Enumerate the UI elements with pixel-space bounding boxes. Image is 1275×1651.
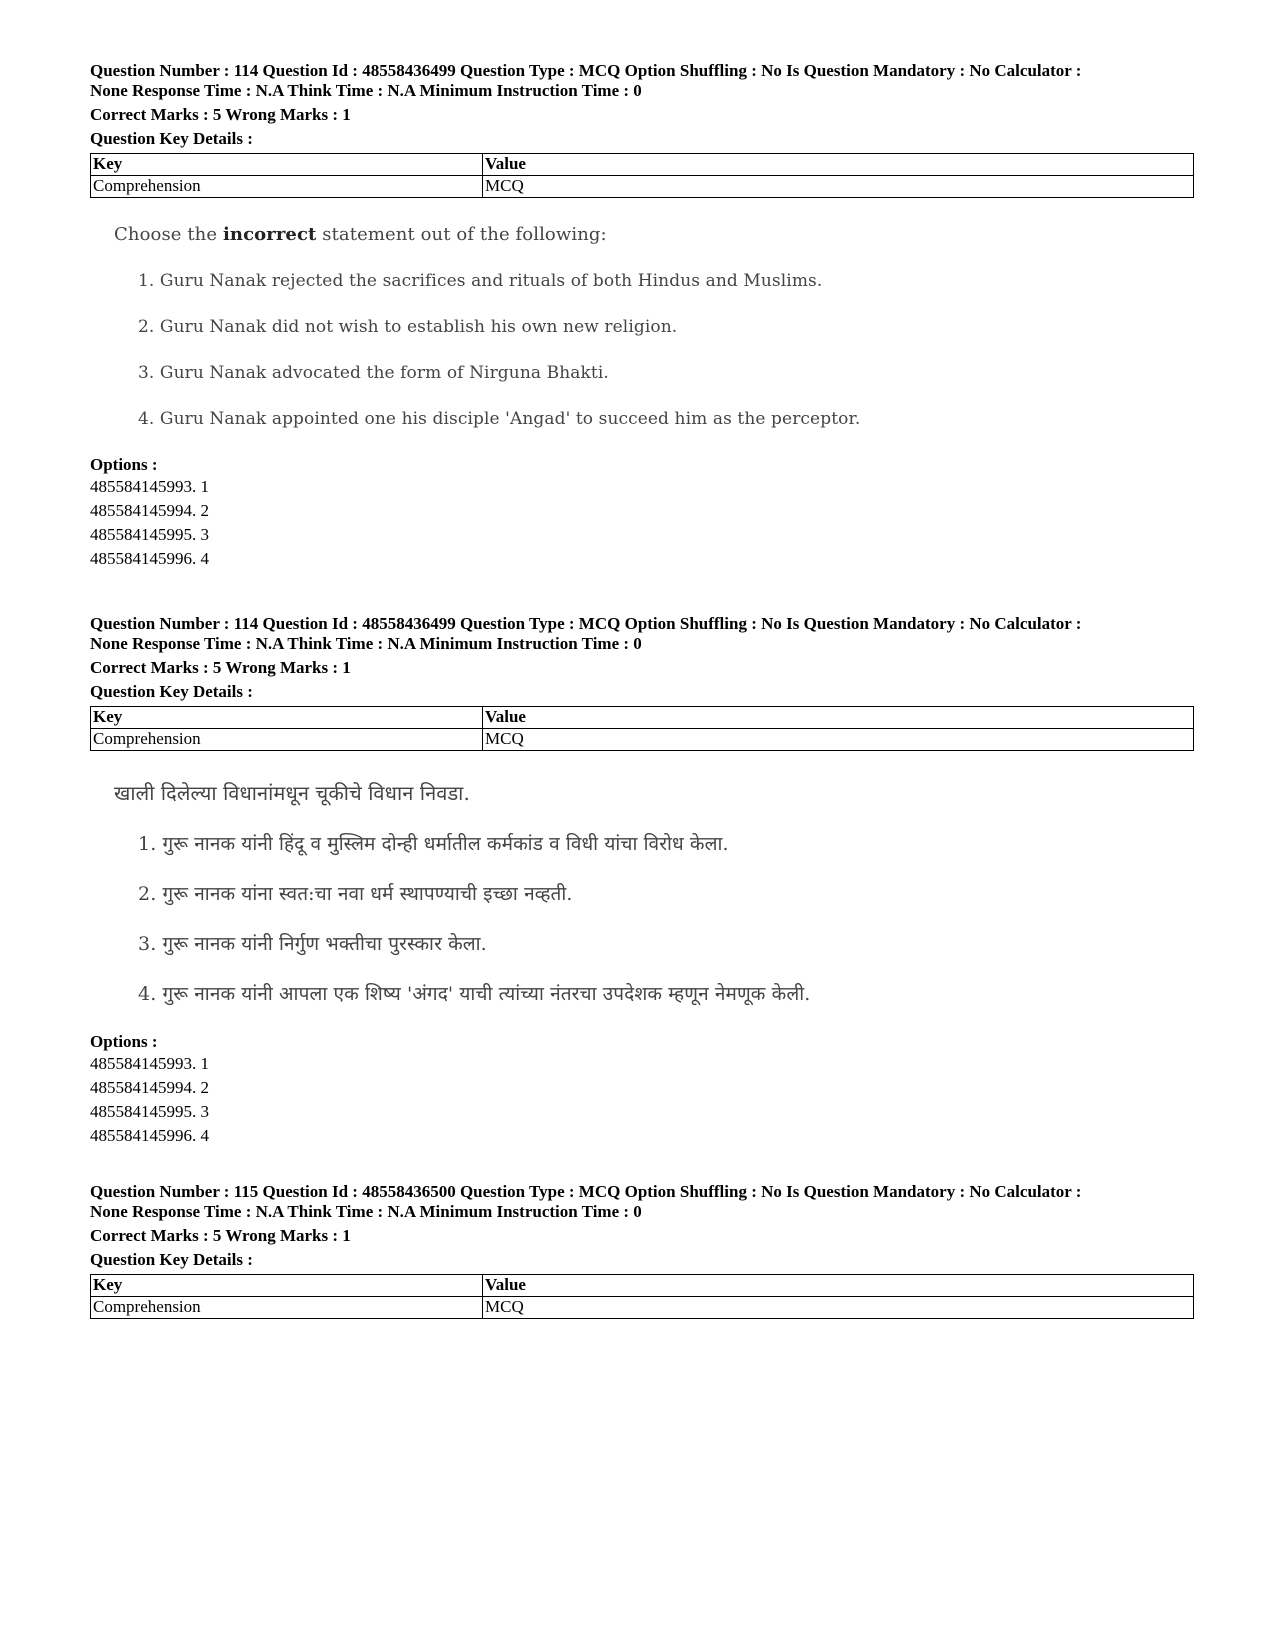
statement-2: 2. गुरू नानक यांना स्वत:चा नवा धर्म स्थापण्याची इच्छा नव्हती. [138,883,573,905]
statement-3: 3. गुरू नानक यांनी निर्गुण भक्तीचा पुरस्कार केला. [138,933,487,955]
table-header-key: Key [91,707,483,729]
table-cell-value: MCQ [483,176,1194,198]
option-item: 485584145996. 4 [90,1126,209,1145]
question-meta-line-2: None Response Time : N.A Think Time : N.A Minimum Instruction Time : 0 [90,1202,642,1221]
table-cell-key: Comprehension [91,729,483,751]
table-header-value: Value [483,154,1194,176]
table-cell-key: Comprehension [91,176,483,198]
option-item: 485584145994. 2 [90,501,209,520]
table-cell-value: MCQ [483,729,1194,751]
option-item: 485584145996. 4 [90,549,209,568]
question-image-marathi [114,779,1192,1006]
marks-line: Correct Marks : 5 Wrong Marks : 1 [90,1226,351,1245]
option-item: 485584145993. 1 [90,1054,209,1073]
statement-4: 4. गुरू नानक यांनी आपला एक शिष्य 'अंगद' याची त्यांच्या नंतरचा उपदेशक म्हणून नेमणूक केली. [138,983,811,1005]
key-details-table [90,1274,1194,1319]
statement-2: 2. Guru Nanak did not wish to establish his own new religion. [138,317,678,337]
statement-4: 4. Guru Nanak appointed one his disciple 'Angad' to succeed him as the perceptor. [138,409,861,429]
table-header-key: Key [91,1275,483,1297]
table-row [91,176,1194,198]
key-details-table [90,706,1194,751]
question-block-2 [90,614,1192,1148]
question-meta-line-2: None Response Time : N.A Think Time : N.A Minimum Instruction Time : 0 [90,81,642,100]
key-details-label: Question Key Details : [90,682,253,701]
statement-1: 1. Guru Nanak rejected the sacrifices and rituals of both Hindus and Muslims. [138,271,823,291]
question-stem: Choose the incorrect statement out of the following: [114,224,607,245]
table-header-row [91,707,1194,729]
marks-line: Correct Marks : 5 Wrong Marks : 1 [90,658,351,677]
table-cell-key: Comprehension [91,1297,483,1319]
question-meta-line-1: Question Number : 115 Question Id : 48558436500 Question Type : MCQ Option Shuffling : No Is Question Mandatory : No Calculator : [90,1182,1082,1201]
table-header-row [91,154,1194,176]
key-details-label: Question Key Details : [90,129,253,148]
table-cell-value: MCQ [483,1297,1194,1319]
question-meta-line-1: Question Number : 114 Question Id : 48558436499 Question Type : MCQ Option Shuffling : No Is Question Mandatory : No Calculator : [90,61,1082,80]
table-header-row [91,1275,1194,1297]
table-row [91,1297,1194,1319]
key-details-label: Question Key Details : [90,1250,253,1269]
key-details-table [90,153,1194,198]
question-block-1 [90,61,1192,571]
option-item: 485584145995. 3 [90,525,209,544]
question-image-english [114,224,1192,429]
marks-line: Correct Marks : 5 Wrong Marks : 1 [90,105,351,124]
table-header-value: Value [483,1275,1194,1297]
question-meta-line-2: None Response Time : N.A Think Time : N.A Minimum Instruction Time : 0 [90,634,642,653]
option-item: 485584145993. 1 [90,477,209,496]
table-row [91,729,1194,751]
statement-3: 3. Guru Nanak advocated the form of Nirguna Bhakti. [138,363,609,383]
table-header-value: Value [483,707,1194,729]
question-meta-line-1: Question Number : 114 Question Id : 48558436499 Question Type : MCQ Option Shuffling : No Is Question Mandatory : No Calculator : [90,614,1082,633]
question-stem: खाली दिलेल्या विधानांमधून चूकीचे विधान निवडा. [114,781,470,805]
option-item: 485584145995. 3 [90,1102,209,1121]
options-label: Options : [90,1032,158,1051]
question-block-3 [90,1182,1192,1319]
table-header-key: Key [91,154,483,176]
option-item: 485584145994. 2 [90,1078,209,1097]
statement-1: 1. गुरू नानक यांनी हिंदू व मुस्लिम दोन्ही धर्मातील कर्मकांड व विधी यांचा विरोध केला. [138,833,729,855]
options-label: Options : [90,455,158,474]
